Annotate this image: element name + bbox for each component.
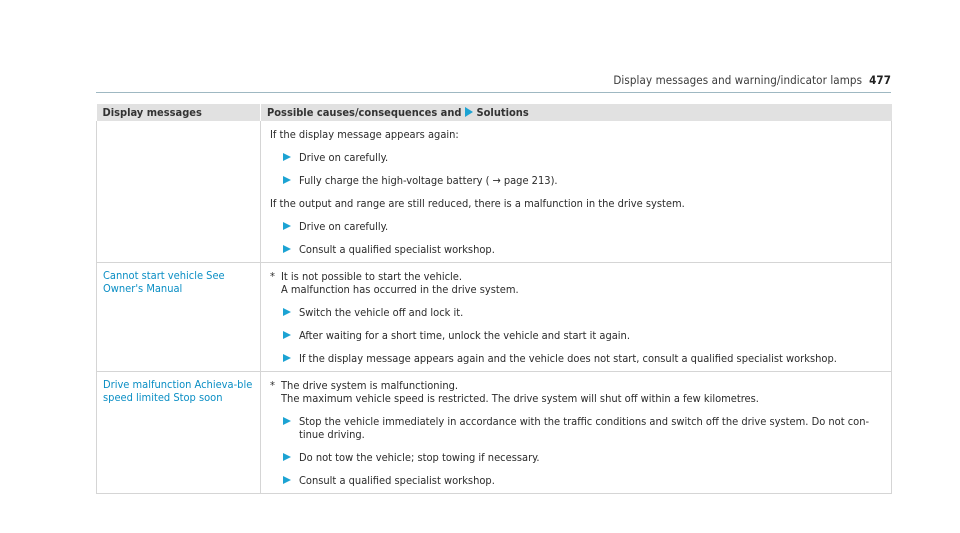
condition-text: If the output and range are still reduced, there is a malfunction in the drive system. xyxy=(270,197,685,210)
step-text: Switch the vehicle off and lock it. xyxy=(299,306,464,319)
step-text: After waiting for a short time, unlock the vehicle and start it again. xyxy=(299,329,630,342)
column-header-causes-solutions xyxy=(261,104,892,121)
message-cell xyxy=(97,372,261,494)
step-text: Drive on carefully. xyxy=(299,220,389,233)
solutions-cell xyxy=(261,372,892,494)
step-arrow-icon xyxy=(283,153,291,161)
solution-step xyxy=(270,220,885,233)
table-row-cannot-start xyxy=(97,263,892,372)
step-arrow-icon xyxy=(283,176,291,184)
solutions-cell xyxy=(261,121,892,263)
cause-text-value: The drive system is malfunctioning. xyxy=(281,379,459,392)
display-messages-table xyxy=(96,104,892,494)
step-text-pre: Fully charge the high-voltage battery ( xyxy=(299,174,490,187)
display-message-name: Drive malfunction Achieva-ble speed limited Stop soon xyxy=(103,378,253,404)
detail-text: The maximum vehicle speed is restricted. The drive system will shut off within a few kilometres. xyxy=(281,392,759,405)
message-cell-empty xyxy=(97,121,261,263)
solution-step xyxy=(270,151,885,164)
column-header-causes: Possible causes/consequences and xyxy=(267,106,462,119)
step-text: If the display message appears again and the vehicle does not start, consult a qualified specialist workshop. xyxy=(299,352,837,365)
detail-text: A malfunction has occurred in the drive system. xyxy=(281,283,519,296)
page-header xyxy=(613,73,891,87)
cause-text xyxy=(270,379,885,392)
step-text: Do not tow the vehicle; stop towing if necessary. xyxy=(299,451,540,464)
asterisk-marker: * xyxy=(270,270,275,283)
cause-text-value: It is not possible to start the vehicle. xyxy=(281,270,463,283)
step-arrow-icon xyxy=(283,453,291,461)
asterisk-marker: * xyxy=(270,379,275,392)
step-text: Consult a qualified specialist workshop. xyxy=(299,474,495,487)
solution-step xyxy=(270,329,885,342)
solution-step xyxy=(270,243,885,256)
solutions-cell xyxy=(261,263,892,372)
step-arrow-icon xyxy=(283,222,291,230)
cause-text xyxy=(270,270,885,283)
page-reference-arrow-icon: → xyxy=(492,174,501,187)
condition-text: If the display message appears again: xyxy=(270,128,459,141)
step-arrow-icon xyxy=(283,417,291,425)
step-text: Stop the vehicle immediately in accordance with the traffic conditions and switch off the drive system. Do not con-tinue driving. xyxy=(299,415,870,441)
solution-step xyxy=(270,306,885,319)
solution-step xyxy=(270,451,885,464)
step-arrow-icon xyxy=(283,245,291,253)
table-row-continuation xyxy=(97,121,892,263)
solution-step xyxy=(270,415,885,441)
solution-step xyxy=(270,352,885,365)
column-header-solutions: Solutions xyxy=(476,106,529,119)
step-arrow-icon xyxy=(283,476,291,484)
page-header-title: Display messages and warning/indicator lamps xyxy=(613,73,863,87)
table-row-drive-malfunction xyxy=(97,372,892,494)
table-header-row xyxy=(97,104,892,121)
step-text: Drive on carefully. xyxy=(299,151,389,164)
message-cell xyxy=(97,263,261,372)
display-message-name: Cannot start vehicle See Owner's Manual xyxy=(103,269,225,295)
step-arrow-icon xyxy=(283,354,291,362)
step-arrow-icon xyxy=(283,308,291,316)
page-number: 477 xyxy=(869,73,891,87)
page-reference-link[interactable]: page 213). xyxy=(503,174,558,187)
header-rule xyxy=(96,92,891,93)
step-text: Consult a qualified specialist workshop. xyxy=(299,243,495,256)
column-header-display-messages: Display messages xyxy=(97,104,261,121)
solution-step xyxy=(270,474,885,487)
solution-step xyxy=(270,174,885,187)
step-arrow-icon xyxy=(283,331,291,339)
solution-arrow-icon xyxy=(465,107,473,117)
